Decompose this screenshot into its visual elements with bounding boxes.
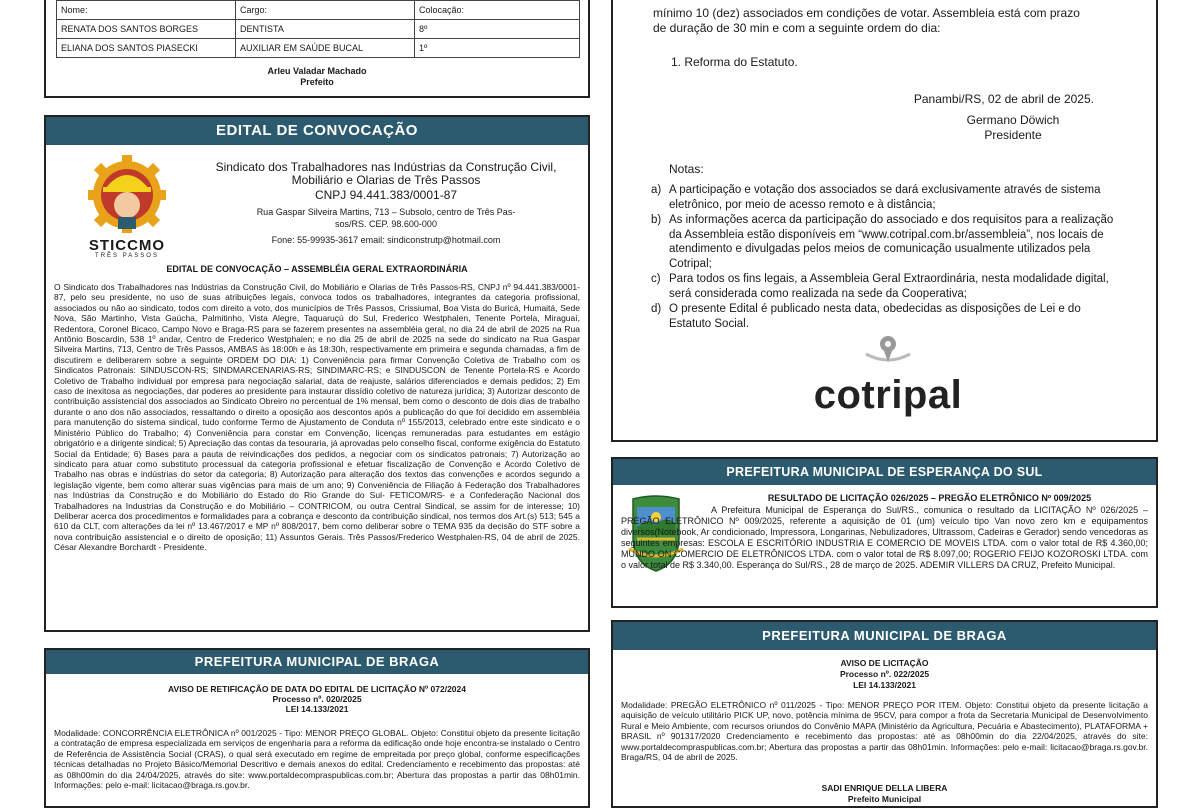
note-letter: a) — [651, 184, 662, 196]
list-item — [651, 272, 1116, 301]
note-text: A participação e votação dos associados se dará exclusivamente através de sistema eletrônico, por meio de acesso remoto e à distância; — [669, 184, 1101, 211]
braga-left-title-bar: PREFEITURA MUNICIPAL DE BRAGA — [46, 650, 588, 674]
note-letter: d) — [651, 303, 662, 315]
cotripal-signer-name: Germano Döwich — [966, 113, 1060, 127]
list-item — [651, 302, 1116, 331]
braga-right-heading-1: AVISO DE LICITAÇÃO — [840, 658, 929, 668]
table-row — [57, 20, 580, 39]
table-cell: RENATA DOS SANTOS BORGES — [57, 20, 236, 39]
worker-gear-icon — [74, 153, 180, 233]
logo-text: STICCMO — [88, 237, 166, 254]
braga-right-signer-name: SADI ENRIQUE DELLA LIBERA — [821, 783, 948, 793]
note-letter: c) — [651, 273, 661, 285]
braga-left-heading-1: AVISO DE RETIFICAÇÃO DE DATA DO EDITAL DE LICITAÇÃO Nº 072/2024 — [168, 684, 466, 694]
sticcmo-notice-box — [44, 115, 590, 632]
braga-right-body: Modalidade: PREGÃO ELETRÔNICO nº 011/2025 - Tipo: MENOR PREÇO POR ITEM. Objeto: Constitui objeto da presente licitação a aquisição de veículo utilitário PICK UP, novo, potência mínima de 95CV, para compor a frota da Secretaria Municipal de Desenvolvimento Rural e Meio Ambiente, com recursos oriundos do Convênio MAPA (Ministério da Agricultura, Pecuária e Abastecimento), PLATAFORMA + BRASIL nº 901317/2020 Credenciamento e recebimento das propostas: até as 08h00min do dia 22/04/2025, através do site: www.portaldecompraspublicas.com.br; Abertura das propostas a partir das 08h01min. Informações: pelo e-mail: licitacao@braga.rs.gov.br. Braga/RS, 04 de abril de 2025. — [621, 700, 1148, 763]
cotripal-intro-2: de duração de 30 min e com a seguinte ordem do dia: — [653, 21, 941, 35]
esperanca-title-bar: PREFEITURA MUNICIPAL DE ESPERANÇA DO SUL — [613, 459, 1156, 485]
list-item — [651, 213, 1116, 271]
table-header-cell: Cargo: — [236, 1, 415, 20]
results-table — [56, 0, 580, 58]
note-letter: b) — [651, 214, 662, 226]
cotripal-notice-box — [611, 0, 1158, 442]
braga-left-heading-2: Processo nº. 020/2025 — [272, 694, 362, 704]
braga-left-heading-3: LEI 14.133/2021 — [285, 704, 349, 714]
braga-left-box — [44, 648, 590, 808]
sticcmo-logo — [74, 153, 180, 259]
table-cell: AUXILIAR EM SAÚDE BUCAL — [236, 39, 415, 58]
esperanca-body: A Prefeitura Municipal de Esperança do Sul/RS., comunica o resultado da LICITAÇÃO Nº 026/2025 – PREGÃO ELETRÔNICO Nº 009/2025, referente a aquisição de 01 (um) veículo tipo Van novo zero km e equipamentos diversos(Notebook, Ar condicionado, Impressora, Longarinas, Nebulizadores, Ultrassom, Cadeiras e Gerador) sendo vencedoras as seguintes empresas: ESCOLA E ESCRITÓRIO INDUSTRIA E COMERCIO DE MOVEIS LTDA. com o valor total de R$ 4.360,00; MUNDO ON COMERCIO DE ELETRÔNICOS LTDA. com o valor total de R$ 8.097,00; ROGERIO FEIJO KOZOROSKI LTDA. com o valor total de R$ 3.340,00. Esperança do Sul/RS., 28 de março de 2025. ADEMIR VILLERS DA CRUZ, Prefeito Municipal. — [621, 505, 1148, 570]
cotripal-logo-text: cotripal — [813, 373, 963, 417]
note-text: As informações acerca da participação do associado e dos requisitos para a realização da Assembleia estão disponíveis em “www.cotripal.com.br/assembleia”, nos locais de atendimento e divulgadas pelos meios de comunicação usualmente utilizados pela Cotripal; — [669, 214, 1114, 270]
notice-title-bar: EDITAL DE CONVOCAÇÃO — [46, 117, 588, 145]
results-table-box — [44, 0, 590, 98]
braga-right-box — [611, 620, 1158, 808]
table-header-cell: Nome: — [57, 1, 236, 20]
braga-right-heading-2: Processo nº. 022/2025 — [839, 669, 930, 679]
notice-body: O Sindicato dos Trabalhadores nas Indústrias da Construção Civil, do Mobiliário e Olarias de Três Passos-RS, CNPJ nº 94.441.383/0001-87, pelo seu presidente, no uso de suas atribuições legais, convoca todos os trabalhadores, integrantes da categoria profissional, associados ou não ao sindicato, todos com direito a voto, dos municípios de Três Passos, Crissiumal, Boa Vista do Buricá, Humaitá, Sede Nova, São Martinho, Vista Gaúcha, Palmitinho, Vista Alegre, Taquaruçú do Sul, Frederico Westphalen, Tenente Portela, Miraguaí, Redentora, Coronel Bicaco, Campo Novo e Braga-RS para se fazerem presentes na assembléia geral, no dia 24 de abril de 2025 na Rua Antônio Boscardin, 538 1º andar, Centro de Frederico Westphalen; e no dia 25 de abril de 2025 na sede do sindicato na Rua Gaspar Silveira Martins, 713, Centro de Três Passos, AMBAS às 18:00h e às 18:30h, respectivamente em primeira e segunda chamadas, a fim de discutirem e deliberarem sobre a seguinte ORDEM DO DIA: 1) Conveniência para firmar Convenção Coletiva de Trabalho com os Sindicatos Patronais: SINDUSCON-RS; SINDMARCENARIAS-RS; SINDIMARC-RS; e SINDUSCON de Tenente Portela-RS e Acordo Coletivo de Trabalho individual por empresa para negociação salarial, data de reajuste, salários diferenciados e demais pedidos; 2) Em caso de inexitosa as negociações, dar poderes ao presidente para instaurar dissídio coletivo de natureza jurídica; 3) Autorizar desconto de contribuição assistencial dos associados ao Sindicato Obreiro no percentual de 1% mensal, bem como o desconto de dois dias de trabalho durante o ano dos não associados, ressaltando o direito a oposição aos descontos após a publicação do que foi decidido em assembléia para manutenção do sistema sindical, tudo conforme Termo de Ajustamento de Conduta nº 155/2013, celebrado entre este sindicato e o Ministério Público do Trabalho; 4) Conveniência para constar em Convenção, licenças remuneradas para estudantes em estágio obrigatório e a dirigente sindical; 5) Apreciação das contas da tesouraria, já aprovadas pelo conselho fiscal, conforme exigência do Estatuto Social da Entidade; 6) Bases para a pauta de reivindicações dos pedidos, a negociar com os sindicatos patronais; 7) Autorização ao sindicato para atuar como substituto processual da categoria profissional e efetuar fiscalização de Convenção e Acordo Coletivo de Trabalho nas obras e indústrias do setor da categoria; 8) Autorização para alteração dos textos das convenções e acordos segundo a legislação vigente, bem como alterar suas vigências para mais de um ano; 9) Conveniência de Filiação à Federação dos Trabalhadores nas Indústrias da Construção e do Mobiliário do Estado do Rio Grande do Sul- FETICOM/RS- e a Confederação Nacional dos Trabalhadores na Industrias da Construção e do Mobiliário – CONTRICOM, ou outra Central Sindical, se assim for de interesse; 10) Deliberar acerca dos procedimentos e formalidades para a cobrança e desconto da contribuição sindical, nos termos dos Art.(s) 513; 545 a 610 da CLT, com alterações da lei nº 13.467/2017 e MP nº 808/2017, bem como deliberar sobre o TEMA 935 da decisão do STF sobre a nova contribuição assistencial e o direito de oposição; 11) Assuntos Gerais. Três Passos/Frederico Westphalen-RS, 04 de abril de 2025. César Alexandre Borchardt - Presidente. — [54, 282, 580, 553]
table-header-cell: Colocação: — [415, 1, 580, 20]
braga-right-heading-3: LEI 14.133/2021 — [853, 680, 916, 690]
notice-heading: EDITAL DE CONVOCAÇÃO – ASSEMBLÉIA GERAL EXTRAORDINÁRIA — [166, 264, 468, 274]
cotripal-agenda-item: 1. Reforma do Estatuto. — [671, 55, 798, 69]
org-name: Sindicato dos Trabalhadores nas Indústrias da Construção Civil, Mobiliário e Olarias de Três Passos — [215, 160, 557, 187]
table-header-row — [57, 1, 580, 20]
note-text: O presente Edital é publicado nesta data, obedecidas as disposições de Lei e do Estatuto Social. — [669, 303, 1081, 330]
org-cnpj: CNPJ 94.441.383/0001-87 — [314, 188, 458, 202]
cotripal-place-date: Panambi/RS, 02 de abril de 2025. — [913, 92, 1094, 106]
list-item — [651, 183, 1116, 212]
cotripal-signer-role: Presidente — [984, 128, 1042, 142]
braga-right-title-bar: PREFEITURA MUNICIPAL DE BRAGA — [613, 622, 1156, 650]
braga-left-body: Modalidade: CONCORRÊNCIA ELETRÔNICA nº 001/2025 - Tipo: MENOR PREÇO GLOBAL. Objeto: Constitui objeto da presente licitação a contratação de empresa especializada em serviços de engenharia para a reforma da edificação onde hoje encontra-se instalado o Centro de Referência de Assistência Social (CRAS), o qual será executado em regime de empreitada por preço global, conforme especificações técnicas detalhadas no Projeto Básico/Memorial Descritivo e demais anexos do edital. Credenciamento e recebimento das propostas: até as 08h00min do dia 24/04/2025, através do site: www.portaldecompraspublicas.com.br; Abertura das propostas a partir das 08h01min. Informações: pelo e-mail: licitacao@braga.rs.gov.br. — [54, 728, 580, 791]
org-contact: Fone: 55-99935-3617 email: sindiconstrutp@hotmail.com — [271, 235, 501, 245]
table-cell: DENTISTA — [236, 20, 415, 39]
table-row — [57, 39, 580, 58]
cotripal-notes-title: Notas: — [669, 162, 704, 176]
table-cell: ELIANA DOS SANTOS PIASECKI — [57, 39, 236, 58]
esperanca-notice-box — [611, 457, 1158, 608]
table-cell: 1º — [415, 39, 580, 58]
map-pin-icon — [803, 332, 973, 368]
esperanca-heading: RESULTADO DE LICITAÇÃO 026/2025 – PREGÃO ELETRÔNICO Nº 009/2025 — [767, 493, 1092, 503]
braga-right-signer-role: Prefeito Municipal — [847, 794, 922, 804]
cotripal-intro-1: mínimo 10 (dez) associados em condições de votar. Assembleia está com prazo — [653, 6, 1080, 20]
signatory-role: Prefeito — [300, 77, 334, 87]
org-address-2: sos/RS. CEP. 98.600-000 — [335, 219, 437, 229]
table-cell: 8º — [415, 20, 580, 39]
signatory-name: Arleu Valadar Machado — [267, 66, 367, 76]
cotripal-logo — [803, 332, 973, 422]
logo-subtext: TRÊS PASSOS — [95, 253, 159, 259]
org-address-1: Rua Gaspar Silveira Martins, 713 – Subsolo, centro de Três Pas- — [256, 207, 516, 217]
cotripal-notes-list — [651, 183, 1116, 331]
note-text: Para todos os fins legais, a Assembleia Geral Extraordinária, nesta modalidade digital, será considerada como realizada na sede da Cooperativa; — [669, 273, 1109, 300]
